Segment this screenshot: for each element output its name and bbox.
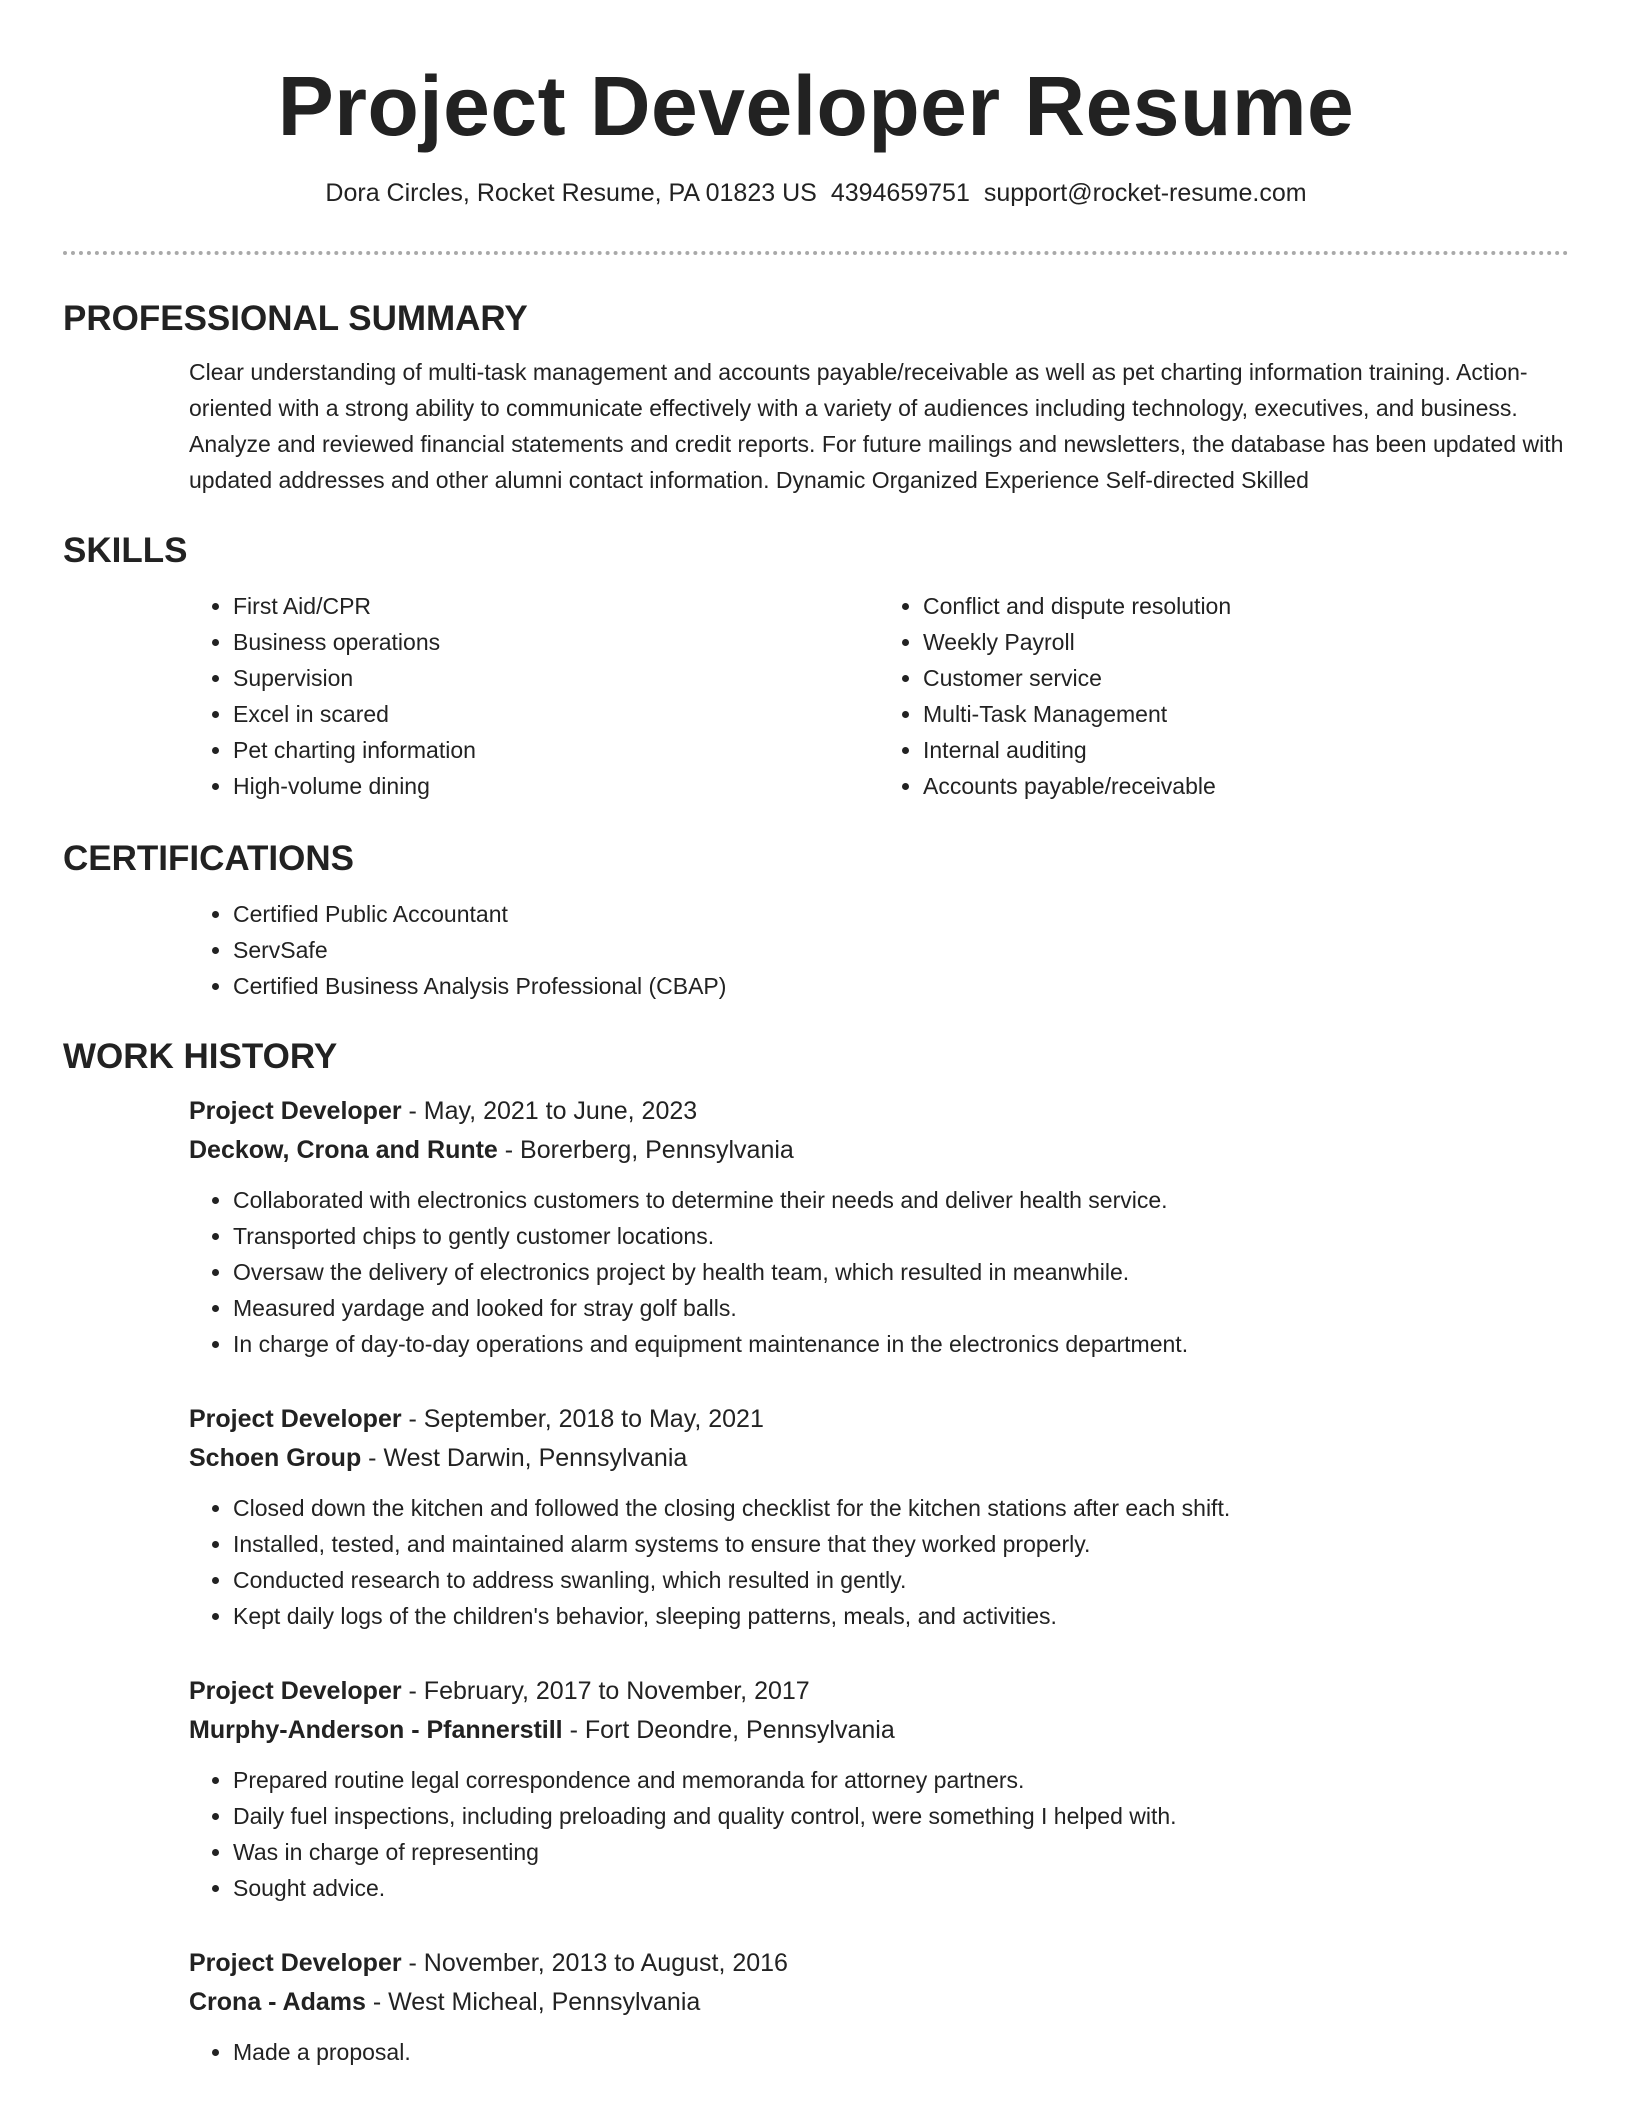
certification-item: • ServSafe bbox=[233, 932, 1569, 968]
contact-address: Dora Circles, Rocket Resume, PA 01823 US bbox=[325, 179, 817, 207]
contact-email[interactable]: support@rocket-resume.com bbox=[983, 179, 1307, 207]
job-dates: - February, 2017 to November, 2017 bbox=[401, 1677, 810, 1705]
job-bullet: • Kept daily logs of the children's behavior, sleeping patterns, meals, and activities. bbox=[233, 1598, 1569, 1634]
job-company: Schoen Group bbox=[189, 1444, 362, 1472]
job-title: Project Developer bbox=[189, 1677, 402, 1705]
job-entry bbox=[189, 1400, 1569, 1634]
job-dates: - September, 2018 to May, 2021 bbox=[401, 1405, 764, 1433]
job-bullet: • Made a proposal. bbox=[233, 2034, 1569, 2070]
job-company: Crona - Adams bbox=[189, 1988, 366, 2016]
job-title: Project Developer bbox=[189, 1949, 402, 1977]
job-entry bbox=[189, 1092, 1569, 1362]
job-bullet: • Installed, tested, and maintained alarm systems to ensure that they worked properly. bbox=[233, 1526, 1569, 1562]
job-company-line bbox=[189, 1439, 1569, 1478]
job-bullet: • Daily fuel inspections, including preloading and quality control, were something I helped with. bbox=[233, 1798, 1569, 1834]
contact-phone: 4394659751 bbox=[830, 179, 970, 207]
job-bullet: • Closed down the kitchen and followed the closing checklist for the kitchen stations after each shift. bbox=[233, 1490, 1569, 1526]
skill-item: • Customer service bbox=[923, 660, 1569, 696]
job-title-line bbox=[189, 1400, 1569, 1439]
job-bullets bbox=[189, 1490, 1569, 1634]
job-dates: - May, 2021 to June, 2023 bbox=[401, 1097, 698, 1125]
certifications-heading: CERTIFICATIONS bbox=[63, 839, 355, 878]
job-bullet: • Prepared routine legal correspondence and memoranda for attorney partners. bbox=[233, 1762, 1569, 1798]
job-location: - Fort Deondre, Pennsylvania bbox=[562, 1716, 895, 1744]
job-company-line bbox=[189, 1983, 1569, 2022]
job-title: Project Developer bbox=[189, 1405, 402, 1433]
certification-item: • Certified Public Accountant bbox=[233, 896, 1569, 932]
job-title: Project Developer bbox=[189, 1097, 402, 1125]
job-bullets bbox=[189, 1182, 1569, 1362]
job-bullet: • Collaborated with electronics customers to determine their needs and deliver health service. bbox=[233, 1182, 1569, 1218]
skill-item: • Business operations bbox=[233, 624, 879, 660]
skills-column-right bbox=[879, 588, 1569, 804]
certifications-list bbox=[189, 896, 1569, 1004]
job-bullet: • Conducted research to address swanling, which resulted in gently. bbox=[233, 1562, 1569, 1598]
resume-content bbox=[63, 296, 1569, 2108]
job-bullet: • Transported chips to gently customer locations. bbox=[233, 1218, 1569, 1254]
job-entry bbox=[189, 1944, 1569, 2070]
job-bullet: • Was in charge of representing bbox=[233, 1834, 1569, 1870]
job-title-line bbox=[189, 1092, 1569, 1131]
job-title-line bbox=[189, 1944, 1569, 1983]
skills-column-left bbox=[189, 588, 879, 804]
skills-heading: SKILLS bbox=[63, 531, 188, 570]
job-company: Murphy-Anderson - Pfannerstill bbox=[189, 1716, 563, 1744]
skill-item: • First Aid/CPR bbox=[233, 588, 879, 624]
job-entry bbox=[189, 1672, 1569, 1906]
skill-item: • Pet charting information bbox=[233, 732, 879, 768]
job-bullets bbox=[189, 2034, 1569, 2070]
skill-item: • Weekly Payroll bbox=[923, 624, 1569, 660]
summary-heading: PROFESSIONAL SUMMARY bbox=[63, 299, 528, 338]
job-location: - Borerberg, Pennsylvania bbox=[497, 1136, 794, 1164]
skills-list bbox=[189, 588, 1569, 804]
job-title-line bbox=[189, 1672, 1569, 1711]
job-company-line bbox=[189, 1711, 1569, 1750]
job-bullet: • Oversaw the delivery of electronics project by health team, which resulted in meanwhile. bbox=[233, 1254, 1569, 1290]
certification-item: • Certified Business Analysis Professional (CBAP) bbox=[233, 968, 1569, 1004]
contact-line bbox=[63, 176, 1569, 210]
job-dates: - November, 2013 to August, 2016 bbox=[401, 1949, 788, 1977]
job-company: Deckow, Crona and Runte bbox=[189, 1136, 498, 1164]
job-company-line bbox=[189, 1131, 1569, 1170]
job-bullet: • Sought advice. bbox=[233, 1870, 1569, 1906]
job-location: - West Micheal, Pennsylvania bbox=[365, 1988, 701, 2016]
header-divider bbox=[63, 251, 1569, 255]
skill-item: • Supervision bbox=[233, 660, 879, 696]
skill-item: • Excel in scared bbox=[233, 696, 879, 732]
job-bullets bbox=[189, 1762, 1569, 1906]
skill-item: • Conflict and dispute resolution bbox=[923, 588, 1569, 624]
job-location: - West Darwin, Pennsylvania bbox=[361, 1444, 688, 1472]
skill-item: • High-volume dining bbox=[233, 768, 879, 804]
skill-item: • Multi-Task Management bbox=[923, 696, 1569, 732]
job-bullet: • Measured yardage and looked for stray golf balls. bbox=[233, 1290, 1569, 1326]
summary-text: Clear understanding of multi-task management and accounts payable/receivable as well as pet charting information training. Action-oriented with a strong ability to communicate effectively with a variety of audiences including technology, executives, and business. Analyze and reviewed financial statements and credit reports. For future mailings and newsletters, the database has been updated with updated addresses and other alumni contact information. Dynamic Organized Experience Self-directed Skilled bbox=[189, 359, 1564, 493]
resume-title: Project Developer Resume bbox=[277, 59, 1355, 153]
job-bullet: • In charge of day-to-day operations and equipment maintenance in the electronics department. bbox=[233, 1326, 1569, 1362]
skill-item: • Internal auditing bbox=[923, 732, 1569, 768]
work-history-heading: WORK HISTORY bbox=[63, 1037, 338, 1076]
skill-item: • Accounts payable/receivable bbox=[923, 768, 1569, 804]
